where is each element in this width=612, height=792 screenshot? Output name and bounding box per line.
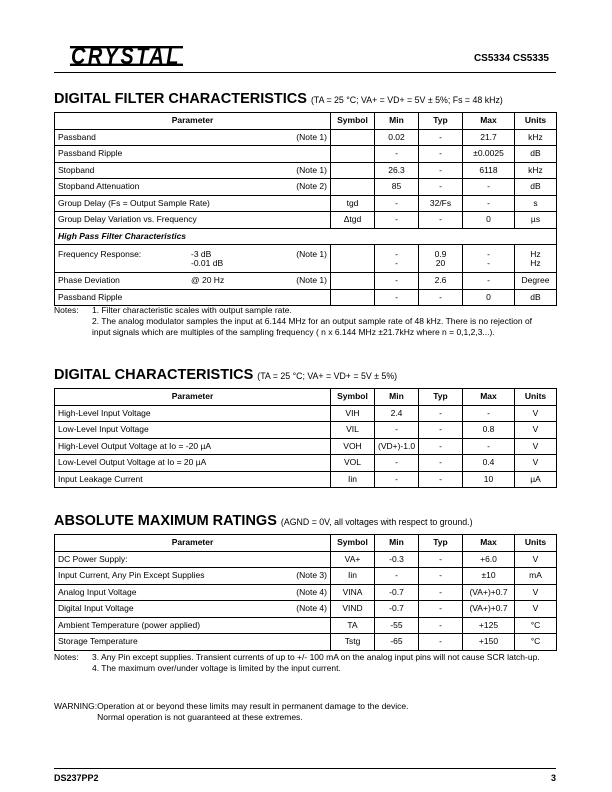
typ-cell: - [419,289,463,306]
note-cell: (Note 1) [296,248,327,259]
table-row [55,146,557,163]
units-cell: V [515,601,557,618]
max-cell: 21.7 [463,129,515,146]
table-row [55,245,557,273]
symbol-cell: VA+ [331,551,375,568]
digital-chars-table [54,388,557,488]
footer-rule [54,768,556,769]
col-min: Min [375,389,419,406]
symbol-cell: VOH [331,438,375,455]
col-parameter: Parameter [55,535,331,552]
param-cell: High-Level Output Voltage at Io = -20 µA [55,438,331,455]
units-cell: kHz [515,129,557,146]
max-cell: 0 [463,212,515,229]
page-number: 3 [550,773,556,783]
note-cell: (Note 4) [296,603,327,614]
table-subheader-row [55,228,557,245]
warning-block [54,701,409,723]
max-cell: ±0.0025 [463,146,515,163]
table-header-row [55,389,557,406]
digital-chars-conditions: (TA = 25 °C; VA+ = VD+ = 5V ± 5%) [257,371,398,381]
typ-cell: - [419,422,463,439]
hpf-subheader: High Pass Filter Characteristics [55,228,557,245]
notes-label: Notes: [54,652,79,662]
param-cell: Digital Input Voltage [58,603,134,614]
typ-cell: - [419,634,463,651]
typ-cell: - [419,617,463,634]
max-cell: - [487,248,490,259]
col-max: Max [463,113,515,130]
units-cell: Hz [530,257,541,268]
note-3: 3. Any Pin except supplies. Transient currents of up to +/- 100 mA on the analog input pins will not cause SCR latch-up. [92,652,540,662]
abs-max-title: ABSOLUTE MAXIMUM RATINGS [54,513,277,529]
symbol-cell: Δtgd [331,212,375,229]
min-cell: (VD+)-1.0 [375,438,419,455]
note-cell: (Note 2) [296,181,327,192]
min-cell: - [375,273,419,290]
col-max: Max [463,389,515,406]
part-numbers: CS5334 CS5335 [473,53,549,64]
col-units: Units [515,535,557,552]
typ-cell: - [419,405,463,422]
min-cell: - [375,195,419,212]
table-row [55,455,557,472]
table-row [55,179,557,196]
symbol-cell [331,179,375,196]
min-cell: - [375,455,419,472]
symbol-cell: VOL [331,455,375,472]
condition-cell: -3 dB [191,248,212,259]
symbol-cell: VINA [331,584,375,601]
col-typ: Typ [419,389,463,406]
col-parameter: Parameter [55,389,331,406]
max-cell: - [463,195,515,212]
min-cell: 0.02 [375,129,419,146]
header-rule [54,72,556,73]
units-cell: mA [515,568,557,585]
typ-cell: - [419,568,463,585]
units-cell: kHz [515,162,557,179]
symbol-cell [331,273,375,290]
warning-label: WARNING: [54,701,98,711]
units-cell: V [515,455,557,472]
param-cell: Stopband Attenuation [58,181,140,192]
abs-max-conditions: (AGND = 0V, all voltages with respect to ground.) [280,517,473,527]
units-cell: dB [515,179,557,196]
param-cell: Low-Level Input Voltage [55,422,331,439]
table-row [55,195,557,212]
note-cell: (Note 3) [296,570,327,581]
typ-cell: 0.9 [434,248,447,259]
min-cell: 2.4 [375,405,419,422]
col-symbol: Symbol [331,535,375,552]
note-1: 1. Filter characteristic scales with output sample rate. [92,305,292,315]
max-cell: +150 [463,634,515,651]
min-cell: - [375,289,419,306]
units-cell: s [515,195,557,212]
max-cell: 10 [463,471,515,488]
col-units: Units [515,389,557,406]
max-cell: +6.0 [463,551,515,568]
note-cell: (Note 1) [296,131,327,142]
digital-chars-title: DIGITAL CHARACTERISTICS [54,367,254,383]
digital-filter-conditions: (TA = 25 °C; VA+ = VD+ = 5V ± 5%; Fs = 48 kHz) [310,95,503,105]
min-cell: - [375,146,419,163]
crystal-logo [70,44,183,68]
param-cell: Storage Temperature [58,636,138,647]
col-min: Min [375,113,419,130]
max-cell: - [463,438,515,455]
note-cell: (Note 4) [296,586,327,597]
min-cell: -0.3 [375,551,419,568]
param-cell: Passband Ripple [55,289,331,306]
min-cell: -0.7 [375,584,419,601]
col-max: Max [463,535,515,552]
typ-cell: - [419,438,463,455]
table-header-row [55,535,557,552]
digital-filter-heading [54,91,503,107]
units-cell: °C [515,634,557,651]
symbol-cell: Iin [331,568,375,585]
units-cell: V [515,438,557,455]
typ-cell: - [419,146,463,163]
param-cell: Input Current, Any Pin Except Supplies [58,570,205,581]
param-cell: Input Leakage Current [55,471,331,488]
typ-cell: 2.6 [419,273,463,290]
units-cell: V [515,584,557,601]
col-min: Min [375,535,419,552]
units-cell: V [515,551,557,568]
units-cell: dB [515,289,557,306]
units-cell: Hz [530,248,541,259]
table-row [55,634,557,651]
param-cell: Frequency Response: [58,248,142,259]
digital-filter-title: DIGITAL FILTER CHARACTERISTICS [54,91,307,107]
typ-cell: - [419,455,463,472]
min-cell: 85 [375,179,419,196]
table-header-row [55,113,557,130]
min-cell: 26.3 [375,162,419,179]
abs-max-heading [54,513,473,529]
symbol-cell [331,289,375,306]
min-cell: - [375,422,419,439]
abs-max-notes [54,652,552,674]
min-cell: - [375,471,419,488]
min-cell: -65 [375,634,419,651]
units-cell: µA [515,471,557,488]
typ-cell: - [419,601,463,618]
param-cell: High-Level Input Voltage [55,405,331,422]
note-4: 4. The maximum over/under voltage is limited by the input current. [92,663,341,674]
typ-cell: - [419,212,463,229]
typ-cell: - [419,584,463,601]
table-row [55,405,557,422]
max-cell: 6118 [463,162,515,179]
condition-cell: -0.01 dB [191,257,224,268]
table-row [55,568,557,585]
col-symbol: Symbol [331,389,375,406]
max-cell: 0.4 [463,455,515,472]
symbol-cell: Iin [331,471,375,488]
symbol-cell: TA [331,617,375,634]
table-row [55,162,557,179]
units-cell: °C [515,617,557,634]
col-units: Units [515,113,557,130]
note-cell: (Note 1) [296,164,327,175]
min-cell: -55 [375,617,419,634]
table-row [55,273,557,290]
param-cell: Group Delay (Fs = Output Sample Rate) [58,197,210,208]
max-cell: - [487,257,490,268]
col-parameter: Parameter [55,113,331,130]
units-cell: µs [515,212,557,229]
min-cell: - [395,248,398,259]
table-row [55,129,557,146]
doc-id: DS237PP2 [54,773,99,783]
param-cell: DC Power Supply: [58,553,128,564]
param-cell: Passband Ripple [58,148,123,159]
symbol-cell: VIH [331,405,375,422]
table-row [55,422,557,439]
max-cell: ±10 [463,568,515,585]
col-symbol: Symbol [331,113,375,130]
typ-cell: - [419,551,463,568]
min-cell: -0.7 [375,601,419,618]
max-cell: 0.8 [463,422,515,439]
table-row [55,438,557,455]
table-row [55,289,557,306]
param-cell: Passband [58,131,96,142]
table-row [55,551,557,568]
param-cell: Stopband [58,164,95,175]
typ-cell: - [419,162,463,179]
symbol-cell: Tstg [331,634,375,651]
units-cell: dB [515,146,557,163]
notes-label: Notes: [54,305,79,315]
min-cell: - [395,257,398,268]
max-cell: - [463,273,515,290]
symbol-cell: tgd [331,195,375,212]
filter-notes [54,305,552,339]
symbol-cell: VIND [331,601,375,618]
table-row [55,584,557,601]
units-cell: Degree [515,273,557,290]
typ-cell: - [419,471,463,488]
warning-line-2: Normal operation is not guaranteed at these extremes. [97,712,303,723]
param-cell: Phase Deviation [58,275,120,286]
units-cell: V [515,422,557,439]
typ-cell: 20 [435,257,446,268]
note-cell: (Note 1) [296,275,327,286]
symbol-cell [331,162,375,179]
typ-cell: - [419,129,463,146]
min-cell: - [375,212,419,229]
table-row [55,471,557,488]
units-cell: V [515,405,557,422]
table-row [55,617,557,634]
max-cell: (VA+)+0.7 [463,584,515,601]
typ-cell: 32/Fs [419,195,463,212]
param-cell: Low-Level Output Voltage at Io = 20 µA [55,455,331,472]
min-cell: - [375,568,419,585]
warning-line-1: Operation at or beyond these limits may result in permanent damage to the device. [97,701,409,711]
table-row [55,601,557,618]
col-typ: Typ [419,113,463,130]
max-cell: (VA+)+0.7 [463,601,515,618]
max-cell: - [463,179,515,196]
max-cell: 0 [463,289,515,306]
condition-cell: @ 20 Hz [191,275,225,286]
symbol-cell [331,129,375,146]
param-cell: Group Delay Variation vs. Frequency [58,214,197,225]
max-cell: +125 [463,617,515,634]
typ-cell: - [419,179,463,196]
max-cell: - [463,405,515,422]
table-row [55,212,557,229]
param-cell: Analog Input Voltage [58,586,137,597]
digital-filter-table [54,112,557,306]
param-cell: Ambient Temperature (power applied) [58,619,201,630]
symbol-cell: VIL [331,422,375,439]
symbol-cell [331,245,375,273]
abs-max-table [54,534,557,651]
logo-text: CRYSTAL [71,43,181,70]
symbol-cell [331,146,375,163]
digital-chars-heading [54,367,397,383]
note-2: 2. The analog modulator samples the input at 6.144 MHz for an output sample rate of 48 kHz. There is no rejection of input signals which are multiples of the sampling frequency ( n x 6.144 MHz ±21.7kHz where n = 0,1,2,3...). [92,316,533,338]
col-typ: Typ [419,535,463,552]
